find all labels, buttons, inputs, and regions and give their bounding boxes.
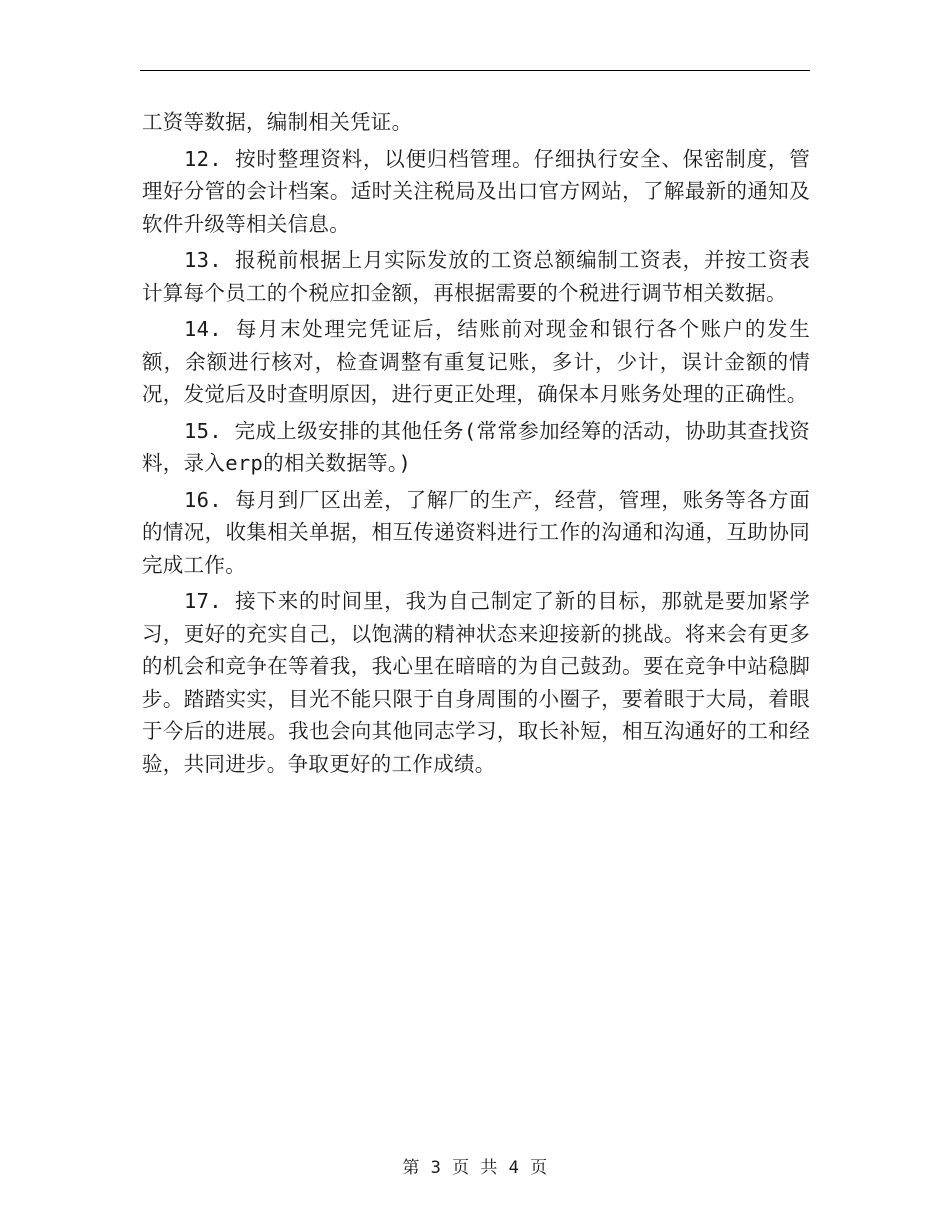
paragraph-item-16: 16. 每月到厂区出差，了解厂的生产，经营，管理，账务等各方面的情况，收集相关单据，相互传递资料进行工作的沟通和沟通，互助协同完成工作。 <box>142 487 810 577</box>
paragraph-continuation: 工资等数据，编制相关凭证。 <box>142 110 413 134</box>
paragraph-item-15: 15. 完成上级安排的其他任务(常常参加经筹的活动，协助其查找资料，录入erp的相关数据等。) <box>142 418 810 475</box>
paragraph-item-14: 14. 每月末处理完凭证后，结账前对现金和银行各个账户的发生额，余额进行核对，检查调整有重复记账，多计，少计，误计金额的情况，发觉后及时查明原因，进行更正处理，确保本月账务处理的正确性。 <box>142 317 810 406</box>
header-rule <box>140 70 810 71</box>
document-body <box>142 106 810 784</box>
paragraph-item-13: 13. 报税前根据上月实际发放的工资总额编制工资表，并按工资表计算每个员工的个税应扣金额，再根据需要的个税进行调节相关数据。 <box>142 248 810 305</box>
paragraph-item-12: 12. 按时整理资料，以便归档管理。仔细执行安全、保密制度，管理好分管的会计档案。适时关注税局及出口官方网站，了解最新的通知及软件升级等相关信息。 <box>142 146 810 236</box>
paragraph-item-17: 17. 接下来的时间里，我为自己制定了新的目标，那就是要加紧学习，更好的充实自己，以饱满的精神状态来迎接新的挑战。将来会有更多的机会和竞争在等着我，我心里在暗暗的为自己鼓劲。要在竞争中站稳脚步。踏踏实实，目光不能只限于自身周围的小圈子，要着眼于大局，着眼于今后的进展。我也会向其他同志学习，取长补短，相互沟通好的工和经验，共同进步。争取更好的工作成绩。 <box>142 589 810 776</box>
page-number-footer: 第 3 页 共 4 页 <box>402 1158 548 1178</box>
